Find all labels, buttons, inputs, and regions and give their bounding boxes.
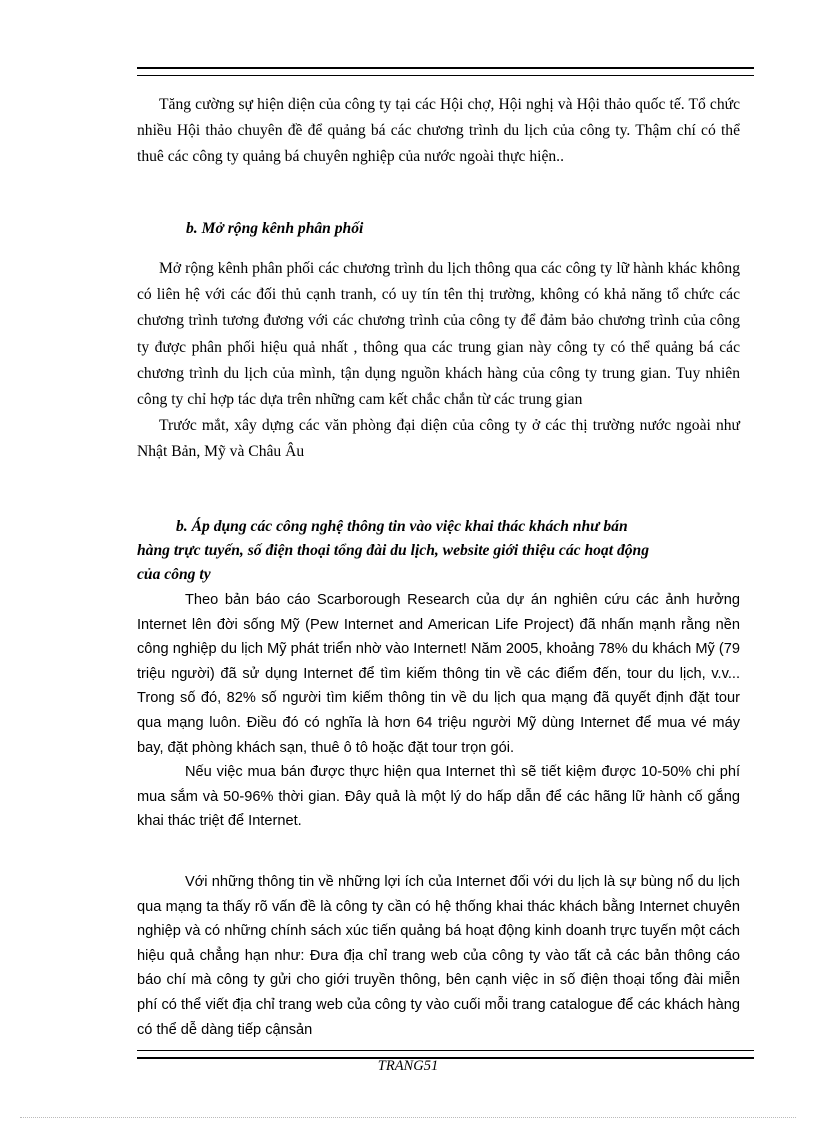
heading-distribution-channel: b. Mở rộng kênh phân phối	[186, 220, 364, 237]
page-number: TRANG51	[377, 1058, 439, 1074]
heading-it-line-2: hàng trực tuyến, số điện thoại tổng đài du lịch, website giới thiệu các hoạt động	[137, 542, 650, 559]
paragraph-text: Nếu việc mua bán được thực hiện qua Internet thì sẽ tiết kiệm được 10-50% chi phí mua sắm và 50-96% thời gian. Đây quả là một lý do hấp dẫn để các hãng lữ hành cố gắng khai thác triệt để Internet.	[137, 764, 740, 830]
page-border-dotted	[20, 1117, 796, 1118]
heading-it-line-3: của công ty	[137, 566, 211, 583]
paragraph-internet	[137, 588, 740, 834]
header-rule	[137, 67, 754, 76]
paragraph-2	[137, 256, 740, 466]
paragraph-benefits	[137, 870, 740, 1042]
paragraph-text: Tăng cường sự hiện diện của công ty tại các Hội chợ, Hội nghị và Hội thảo quốc tế. Tổ chức nhiều Hội thảo chuyên đề để quảng bá các chương trình du lịch của công ty. Thậm chí có thể thuê các công ty quảng bá chuyên nghiệp của nước ngoài thực hiện..	[137, 96, 740, 166]
paragraph-text: Với những thông tin về những lợi ích của Internet đối với du lịch là sự bùng nổ du lịch qua mạng ta thấy rõ vấn đề là công ty cần có hệ thống khai thác khách bằng Internet chuyên nghiệp và có những chính sách xúc tiến quảng bá hoạt động kinh doanh trực tuyến một cách hiệu quả chẳng hạn như: Đưa địa chỉ trang web của công ty vào tất cả các bản thông cáo báo chí mà công ty gửi cho giới truyền thông, bên cạnh việc in số điện thoại tổng đài miễn phí có thể viết địa chỉ trang web của công ty vào cuối mỗi trang catalogue để các khách hàng có thể dễ dàng tiếp cậnsản	[137, 874, 740, 1038]
paragraph-text: Mở rộng kênh phân phối các chương trình du lịch thông qua các công ty lữ hành khác không có liên hệ với các đối thủ cạnh tranh, có uy tín tên thị trường, không có khả năng tổ chức các chương trình tương đương với các chương trình của công ty để đảm bảo chương trình của công ty được phân phối hiệu quả nhất , thông qua các trung gian này công ty có thể quảng bá các chương trình du lịch của mình, tận dụng nguồn khách hàng của công ty trung gian. Tuy nhiên công ty chỉ hợp tác dựa trên những cam kết chắc chắn từ các trung gian	[137, 260, 740, 409]
paragraph-text: Trước mắt, xây dựng các văn phòng đại diện của công ty ở các thị trường nước ngoài như Nhật Bản, Mỹ và Châu Âu	[137, 417, 740, 461]
paragraph-text: Theo bản báo cáo Scarborough Research của dự án nghiên cứu các ảnh hưởng Internet lên đời sống Mỹ (Pew Internet and American Life Project) đã nhấn mạnh rằng nền công nghiệp du lịch Mỹ phát triển nhờ vào Internet! Năm 2005, khoảng 78% du khách Mỹ (79 triệu người) đã sử dụng Internet để tìm kiếm thông tin về các điểm đến, tour du lịch, v.v... Trong số đó, 82% số người tìm kiếm thông tin về du lịch qua mạng đã quyết định đặt tour qua mạng luôn. Điều đó có nghĩa là hơn 64 triệu người Mỹ dùng Internet để mua vé máy bay, đặt phòng khách sạn, thuê ô tô hoặc đặt tour trọn gói.	[137, 592, 740, 756]
heading-it-line-1: b. Áp dụng các công nghệ thông tin vào việc khai thác khách như bán	[176, 518, 628, 535]
paragraph-1	[137, 92, 740, 171]
